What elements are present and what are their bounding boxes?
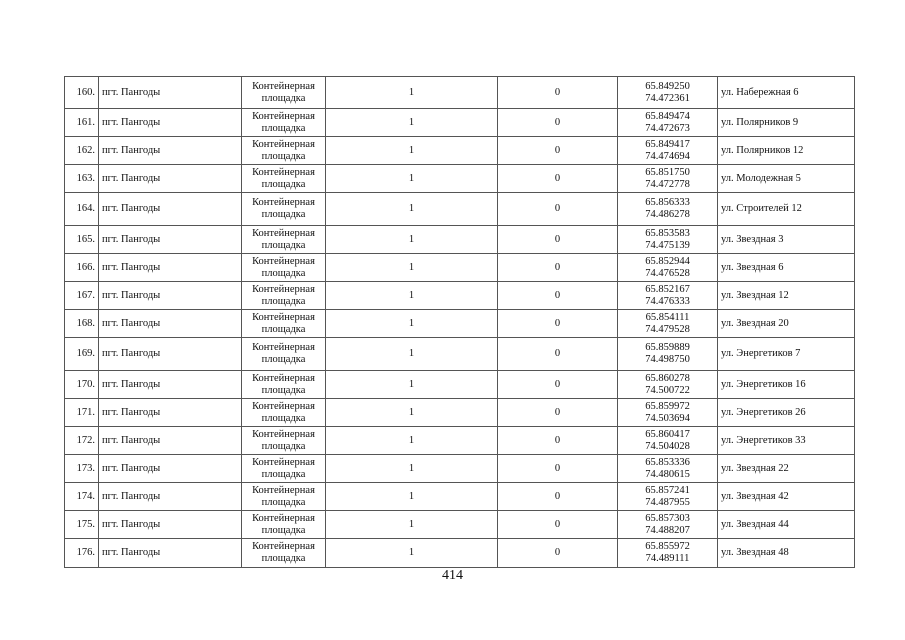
locality-cell <box>99 109 242 137</box>
row-number: 176. <box>76 547 95 558</box>
count-value: 1 <box>408 116 415 128</box>
zero-value: 0 <box>554 547 561 558</box>
locality-cell <box>99 193 242 226</box>
longitude: 74.472361 <box>645 92 690 104</box>
table-row <box>65 109 855 137</box>
latitude: 65.857303 <box>645 512 690 524</box>
row-number: 170. <box>76 378 95 390</box>
count-cell <box>326 483 498 511</box>
address-cell <box>718 371 855 399</box>
latitude: 65.854111 <box>645 311 690 323</box>
locality-cell <box>99 338 242 371</box>
longitude: 74.500722 <box>645 384 690 396</box>
site-type-line1: Контейнерная <box>252 311 315 323</box>
site-type-line2: площадка <box>261 524 306 536</box>
coordinates-cell <box>618 165 718 193</box>
address: ул. Энергетиков 33 <box>721 434 806 446</box>
table-row <box>65 511 855 539</box>
longitude: 74.474694 <box>645 150 690 162</box>
site-type-line1: Контейнерная <box>252 484 315 496</box>
value-cell <box>498 310 618 338</box>
value-cell <box>498 483 618 511</box>
count-value: 1 <box>408 261 415 273</box>
address: ул. Полярников 12 <box>721 144 804 156</box>
locality: пгт. Пангоды <box>102 434 161 446</box>
latitude: 65.849417 <box>645 138 690 150</box>
row-number-cell <box>65 137 99 165</box>
site-type-cell <box>242 193 326 226</box>
table-row <box>65 77 855 109</box>
address-cell <box>718 165 855 193</box>
table-row <box>65 310 855 338</box>
zero-value: 0 <box>554 233 561 245</box>
latitude: 65.859889 <box>645 342 690 353</box>
table-row <box>65 483 855 511</box>
locality: пгт. Пангоды <box>102 378 161 390</box>
count-cell <box>326 254 498 282</box>
zero-value: 0 <box>554 289 561 301</box>
row-number-cell <box>65 109 99 137</box>
address: ул. Полярников 9 <box>721 116 799 128</box>
zero-value: 0 <box>554 434 561 446</box>
site-type-cell <box>242 399 326 427</box>
latitude: 65.859972 <box>645 400 690 412</box>
locality-cell <box>99 226 242 254</box>
coordinates-cell <box>618 483 718 511</box>
longitude: 74.480615 <box>645 468 690 480</box>
table-row <box>65 193 855 226</box>
row-number: 161. <box>76 116 95 128</box>
row-number: 168. <box>76 317 95 329</box>
locality-cell <box>99 254 242 282</box>
coordinates-cell <box>618 511 718 539</box>
longitude: 74.498750 <box>645 354 690 365</box>
latitude: 65.852167 <box>645 283 690 295</box>
address-cell <box>718 282 855 310</box>
site-type-line2: площадка <box>261 412 306 424</box>
address-cell <box>718 226 855 254</box>
site-type-cell <box>242 483 326 511</box>
site-type-cell <box>242 226 326 254</box>
latitude: 65.860278 <box>645 372 690 384</box>
longitude: 74.504028 <box>645 440 690 452</box>
value-cell <box>498 254 618 282</box>
row-number-cell <box>65 226 99 254</box>
zero-value: 0 <box>554 317 561 329</box>
coordinates-cell <box>618 399 718 427</box>
value-cell <box>498 338 618 371</box>
longitude: 74.479528 <box>645 323 690 335</box>
site-type-line1: Контейнерная <box>252 512 315 524</box>
address-cell <box>718 427 855 455</box>
site-type-line2: площадка <box>261 440 306 452</box>
site-type-line2: площадка <box>261 122 306 134</box>
longitude: 74.472778 <box>645 178 690 190</box>
table-row <box>65 137 855 165</box>
row-number: 165. <box>76 233 95 245</box>
row-number-cell <box>65 338 99 371</box>
count-value: 1 <box>408 490 415 502</box>
zero-value: 0 <box>554 348 561 359</box>
value-cell <box>498 282 618 310</box>
value-cell <box>498 455 618 483</box>
count-value: 1 <box>408 317 415 329</box>
count-cell <box>326 109 498 137</box>
value-cell <box>498 511 618 539</box>
locality: пгт. Пангоды <box>102 462 161 474</box>
site-type-cell <box>242 77 326 109</box>
count-cell <box>326 165 498 193</box>
count-value: 1 <box>408 406 415 418</box>
address-cell <box>718 399 855 427</box>
row-number: 169. <box>76 348 95 359</box>
address: ул. Набережная 6 <box>721 86 799 98</box>
value-cell <box>498 539 618 568</box>
zero-value: 0 <box>554 116 561 128</box>
locality: пгт. Пангоды <box>102 116 161 128</box>
coordinates-cell <box>618 455 718 483</box>
row-number: 167. <box>76 289 95 301</box>
site-type-line1: Контейнерная <box>252 342 315 353</box>
row-number-cell <box>65 511 99 539</box>
address: ул. Строителей 12 <box>721 203 802 214</box>
count-value: 1 <box>408 462 415 474</box>
address-cell <box>718 338 855 371</box>
count-value: 1 <box>408 144 415 156</box>
coordinates-cell <box>618 226 718 254</box>
locality-cell <box>99 539 242 568</box>
longitude: 74.489111 <box>645 553 690 564</box>
site-type-line1: Контейнерная <box>252 80 315 92</box>
latitude: 65.851750 <box>645 166 690 178</box>
address-cell <box>718 254 855 282</box>
table-row <box>65 371 855 399</box>
longitude: 74.476333 <box>645 295 690 307</box>
count-value: 1 <box>408 378 415 390</box>
table-row <box>65 455 855 483</box>
site-type-line2: площадка <box>261 267 306 279</box>
site-type-line2: площадка <box>261 239 306 251</box>
value-cell <box>498 371 618 399</box>
site-type-cell <box>242 165 326 193</box>
coordinates-cell <box>618 282 718 310</box>
site-type-line2: площадка <box>261 553 306 564</box>
zero-value: 0 <box>554 261 561 273</box>
longitude: 74.476528 <box>645 267 690 279</box>
locality-cell <box>99 483 242 511</box>
row-number-cell <box>65 193 99 226</box>
locality: пгт. Пангоды <box>102 348 161 359</box>
row-number: 160. <box>76 86 95 98</box>
latitude: 65.849250 <box>645 80 690 92</box>
locality: пгт. Пангоды <box>102 518 161 530</box>
latitude: 65.855972 <box>645 541 690 552</box>
count-cell <box>326 282 498 310</box>
row-number: 171. <box>76 406 95 418</box>
latitude: 65.860417 <box>645 428 690 440</box>
site-type-line1: Контейнерная <box>252 166 315 178</box>
latitude: 65.853336 <box>645 456 690 468</box>
page-number: 414 <box>442 568 463 583</box>
longitude: 74.487955 <box>645 496 690 508</box>
table-body <box>65 77 855 568</box>
zero-value: 0 <box>554 378 561 390</box>
row-number: 162. <box>76 144 95 156</box>
table-row <box>65 427 855 455</box>
count-value: 1 <box>408 434 415 446</box>
address: ул. Звездная 20 <box>721 317 789 329</box>
row-number-cell <box>65 165 99 193</box>
zero-value: 0 <box>554 144 561 156</box>
latitude: 65.857241 <box>645 484 690 496</box>
coordinates-cell <box>618 137 718 165</box>
site-type-line1: Контейнерная <box>252 456 315 468</box>
site-type-line2: площадка <box>261 295 306 307</box>
row-number-cell <box>65 282 99 310</box>
count-value: 1 <box>408 172 415 184</box>
locality: пгт. Пангоды <box>102 317 161 329</box>
count-cell <box>326 399 498 427</box>
value-cell <box>498 193 618 226</box>
site-type-line1: Контейнерная <box>252 400 315 412</box>
coordinates-cell <box>618 338 718 371</box>
locality: пгт. Пангоды <box>102 406 161 418</box>
zero-value: 0 <box>554 86 561 98</box>
address-cell <box>718 193 855 226</box>
count-cell <box>326 137 498 165</box>
latitude: 65.852944 <box>645 255 690 267</box>
locality-cell <box>99 455 242 483</box>
site-type-line1: Контейнерная <box>252 428 315 440</box>
table-row <box>65 399 855 427</box>
value-cell <box>498 137 618 165</box>
address: ул. Звездная 48 <box>721 547 789 558</box>
count-cell <box>326 427 498 455</box>
locality-cell <box>99 511 242 539</box>
address-cell <box>718 77 855 109</box>
locality-cell <box>99 77 242 109</box>
coordinates-cell <box>618 193 718 226</box>
zero-value: 0 <box>554 203 561 214</box>
address: ул. Молодежная 5 <box>721 172 801 184</box>
site-type-line2: площадка <box>261 323 306 335</box>
site-type-line1: Контейнерная <box>252 372 315 384</box>
table-row <box>65 539 855 568</box>
site-type-cell <box>242 371 326 399</box>
site-type-cell <box>242 427 326 455</box>
zero-value: 0 <box>554 518 561 530</box>
locality: пгт. Пангоды <box>102 86 161 98</box>
address: ул. Энергетиков 16 <box>721 378 806 390</box>
address: ул. Энергетиков 26 <box>721 406 806 418</box>
site-type-cell <box>242 338 326 371</box>
row-number-cell <box>65 310 99 338</box>
row-number: 163. <box>76 172 95 184</box>
row-number: 172. <box>76 434 95 446</box>
row-number: 166. <box>76 261 95 273</box>
site-type-line1: Контейнерная <box>252 255 315 267</box>
address-cell <box>718 455 855 483</box>
address: ул. Звездная 3 <box>721 233 784 245</box>
row-number-cell <box>65 427 99 455</box>
zero-value: 0 <box>554 406 561 418</box>
address-cell <box>718 539 855 568</box>
site-type-cell <box>242 455 326 483</box>
latitude: 65.849474 <box>645 110 690 122</box>
site-type-line1: Контейнерная <box>252 197 315 208</box>
count-cell <box>326 511 498 539</box>
locality: пгт. Пангоды <box>102 490 161 502</box>
locality: пгт. Пангоды <box>102 203 161 214</box>
longitude: 74.503694 <box>645 412 690 424</box>
value-cell <box>498 77 618 109</box>
site-type-line1: Контейнерная <box>252 283 315 295</box>
row-number: 173. <box>76 462 95 474</box>
count-value: 1 <box>408 86 415 98</box>
zero-value: 0 <box>554 462 561 474</box>
row-number-cell <box>65 539 99 568</box>
locality: пгт. Пангоды <box>102 547 161 558</box>
value-cell <box>498 165 618 193</box>
row-number-cell <box>65 399 99 427</box>
row-number: 174. <box>76 490 95 502</box>
locality: пгт. Пангоды <box>102 233 161 245</box>
coordinates-cell <box>618 371 718 399</box>
site-type-cell <box>242 282 326 310</box>
value-cell <box>498 226 618 254</box>
locality: пгт. Пангоды <box>102 289 161 301</box>
coordinates-cell <box>618 310 718 338</box>
value-cell <box>498 109 618 137</box>
coordinates-cell <box>618 539 718 568</box>
address-cell <box>718 137 855 165</box>
count-value: 1 <box>408 518 415 530</box>
longitude: 74.472673 <box>645 122 690 134</box>
count-cell <box>326 226 498 254</box>
site-type-cell <box>242 109 326 137</box>
count-value: 1 <box>408 348 415 359</box>
site-type-cell <box>242 539 326 568</box>
longitude: 74.488207 <box>645 524 690 536</box>
site-type-line1: Контейнерная <box>252 541 315 552</box>
zero-value: 0 <box>554 172 561 184</box>
locality-cell <box>99 165 242 193</box>
count-value: 1 <box>408 289 415 301</box>
value-cell <box>498 399 618 427</box>
site-type-line2: площадка <box>261 354 306 365</box>
site-type-cell <box>242 511 326 539</box>
site-type-line2: площадка <box>261 178 306 190</box>
site-type-cell <box>242 137 326 165</box>
longitude: 74.475139 <box>645 239 690 251</box>
locality: пгт. Пангоды <box>102 144 161 156</box>
coordinates-cell <box>618 427 718 455</box>
count-cell <box>326 539 498 568</box>
row-number: 175. <box>76 518 95 530</box>
address: ул. Энергетиков 7 <box>721 348 801 359</box>
site-type-line2: площадка <box>261 150 306 162</box>
locality: пгт. Пангоды <box>102 172 161 184</box>
zero-value: 0 <box>554 490 561 502</box>
address-cell <box>718 511 855 539</box>
site-type-cell <box>242 254 326 282</box>
site-type-line2: площадка <box>261 384 306 396</box>
site-type-line2: площадка <box>261 209 306 220</box>
row-number-cell <box>65 371 99 399</box>
site-type-line2: площадка <box>261 92 306 104</box>
site-type-line2: площадка <box>261 496 306 508</box>
row-number-cell <box>65 254 99 282</box>
coordinates-cell <box>618 109 718 137</box>
registry-table <box>64 76 855 568</box>
count-value: 1 <box>408 233 415 245</box>
table-row <box>65 254 855 282</box>
latitude: 65.856333 <box>645 197 690 208</box>
count-cell <box>326 338 498 371</box>
table-row <box>65 282 855 310</box>
address: ул. Звездная 44 <box>721 518 789 530</box>
count-value: 1 <box>408 547 415 558</box>
locality-cell <box>99 137 242 165</box>
count-cell <box>326 371 498 399</box>
locality-cell <box>99 399 242 427</box>
count-cell <box>326 193 498 226</box>
count-value: 1 <box>408 203 415 214</box>
locality: пгт. Пангоды <box>102 261 161 273</box>
site-type-line2: площадка <box>261 468 306 480</box>
longitude: 74.486278 <box>645 209 690 220</box>
count-cell <box>326 310 498 338</box>
latitude: 65.853583 <box>645 227 690 239</box>
locality-cell <box>99 427 242 455</box>
table-row <box>65 226 855 254</box>
row-number: 164. <box>76 203 95 214</box>
table-row <box>65 338 855 371</box>
count-cell <box>326 77 498 109</box>
row-number-cell <box>65 455 99 483</box>
locality-cell <box>99 310 242 338</box>
site-type-line1: Контейнерная <box>252 110 315 122</box>
address: ул. Звездная 42 <box>721 490 789 502</box>
address: ул. Звездная 6 <box>721 261 784 273</box>
address-cell <box>718 109 855 137</box>
row-number-cell <box>65 77 99 109</box>
address: ул. Звездная 22 <box>721 462 789 474</box>
value-cell <box>498 427 618 455</box>
site-type-line1: Контейнерная <box>252 227 315 239</box>
site-type-line1: Контейнерная <box>252 138 315 150</box>
address-cell <box>718 483 855 511</box>
coordinates-cell <box>618 254 718 282</box>
locality-cell <box>99 282 242 310</box>
site-type-cell <box>242 310 326 338</box>
address: ул. Звездная 12 <box>721 289 789 301</box>
table-row <box>65 165 855 193</box>
address-cell <box>718 310 855 338</box>
coordinates-cell <box>618 77 718 109</box>
count-cell <box>326 455 498 483</box>
row-number-cell <box>65 483 99 511</box>
locality-cell <box>99 371 242 399</box>
